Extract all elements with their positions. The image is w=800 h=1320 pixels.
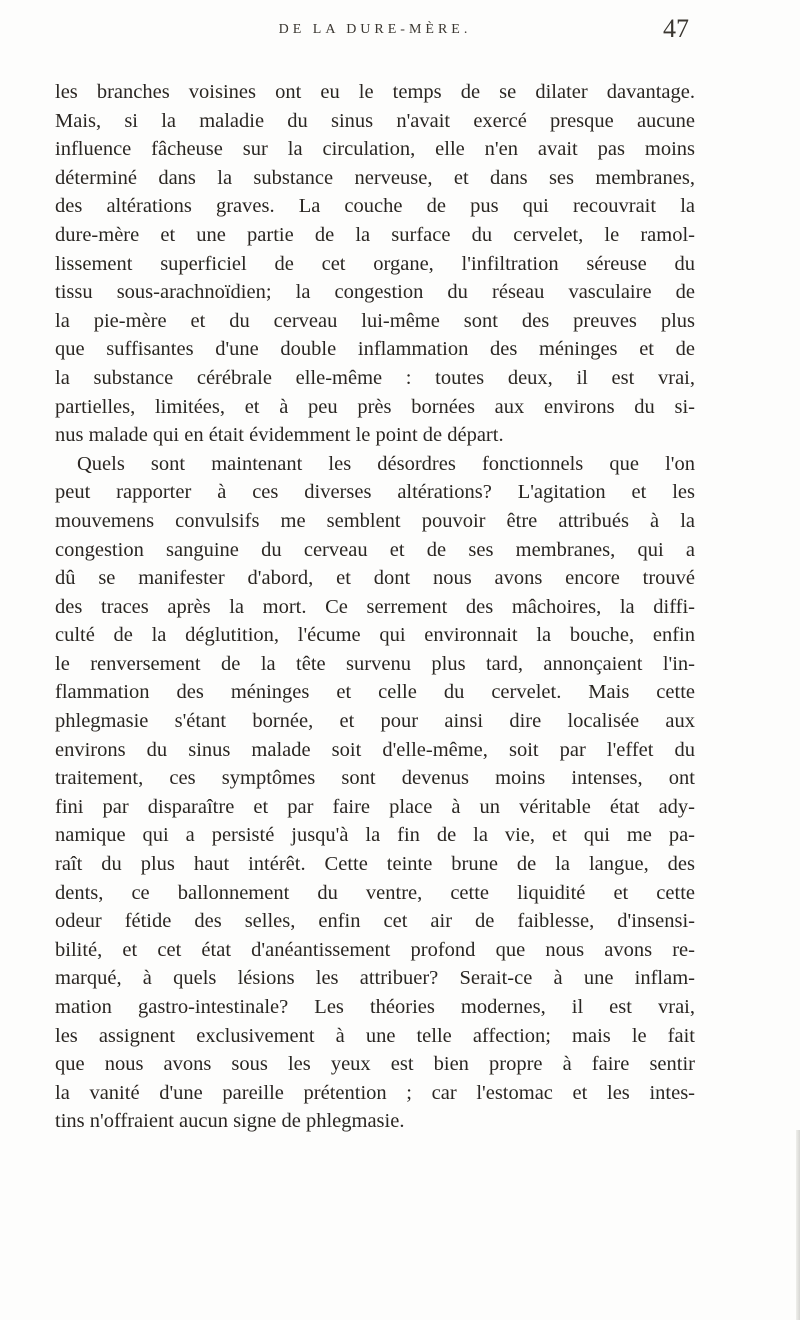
text-line: fini par disparaître et par faire place à un véritable état ady- bbox=[55, 795, 695, 818]
running-head bbox=[55, 14, 695, 48]
text-line: marqué, à quels lésions les attribuer? Serait-ce à une inflam- bbox=[55, 967, 695, 990]
text-line: namique qui a persisté jusqu'à la fin de la vie, et qui me pa- bbox=[55, 824, 695, 847]
text-line: culté de la déglutition, l'écume qui environnait la bouche, enfin bbox=[55, 624, 695, 647]
text-line: déterminé dans la substance nerveuse, et dans ses membranes, bbox=[55, 166, 695, 189]
text-line: que nous avons sous les yeux est bien propre à faire sentir bbox=[55, 1053, 695, 1076]
text-line: dure-mère et une partie de la surface du cervelet, le ramol- bbox=[55, 223, 695, 246]
text-line: congestion sanguine du cerveau et de ses membranes, qui a bbox=[55, 538, 695, 561]
text-line: phlegmasie s'étant bornée, et pour ainsi dire localisée aux bbox=[55, 710, 695, 733]
page-number: 47 bbox=[663, 14, 689, 43]
text-line: mation gastro-intestinale? Les théories modernes, il est vrai, bbox=[55, 996, 695, 1018]
text-line: influence fâcheuse sur la circulation, elle n'en avait pas moins bbox=[55, 138, 695, 161]
text-line: des altérations graves. La couche de pus qui recouvrait la bbox=[55, 195, 695, 218]
text-line: le renversement de la tête survenu plus tard, annonçaient l'in- bbox=[55, 652, 695, 675]
text-line: nus malade qui en était évidemment le point de départ. bbox=[55, 424, 504, 447]
page-edge-shadow bbox=[796, 1130, 800, 1320]
text-line: bilité, et cet état d'anéantissement profond que nous avons re- bbox=[55, 938, 695, 961]
text-line: lissement superficiel de cet organe, l'infiltration séreuse du bbox=[55, 252, 695, 275]
text-line: la substance cérébrale elle-même : toutes deux, il est vrai, bbox=[55, 366, 695, 389]
text-line: les branches voisines ont eu le temps de se dilater davantage. bbox=[55, 81, 695, 103]
text-line: dû se manifester d'abord, et dont nous avons encore trouvé bbox=[55, 567, 695, 590]
text-line: des traces après la mort. Ce serrement des mâchoires, la diffi- bbox=[55, 595, 695, 618]
text-line: raît du plus haut intérêt. Cette teinte brune de la langue, des bbox=[55, 853, 695, 876]
text-line: environs du sinus malade soit d'elle-même, soit par l'effet du bbox=[55, 738, 695, 761]
text-line: la pie-mère et du cerveau lui-même sont des preuves plus bbox=[55, 309, 695, 332]
text-line: flammation des méninges et celle du cervelet. Mais cette bbox=[55, 681, 695, 704]
text-line: la vanité d'une pareille prétention ; car l'estomac et les intes- bbox=[55, 1081, 695, 1104]
text-line: que suffisantes d'une double inflammation des méninges et de bbox=[55, 338, 695, 361]
text-line: mouvemens convulsifs me semblent pouvoir être attribués à la bbox=[55, 509, 695, 532]
text-line: tins n'offraient aucun signe de phlegmasie. bbox=[55, 1110, 405, 1133]
text-line: Quels sont maintenant les désordres fonctionnels que l'on bbox=[77, 452, 695, 475]
text-line: partielles, limitées, et à peu près bornées aux environs du si- bbox=[55, 395, 695, 418]
text-line: odeur fétide des selles, enfin cet air de faiblesse, d'insensi- bbox=[55, 910, 695, 933]
text-line: les assignent exclusivement à une telle affection; mais le fait bbox=[55, 1024, 695, 1047]
text-line: dents, ce ballonnement du ventre, cette liquidité et cette bbox=[55, 881, 695, 904]
body-text bbox=[55, 78, 695, 1136]
text-line: Mais, si la maladie du sinus n'avait exercé presque aucune bbox=[55, 109, 695, 132]
running-title: DE LA DURE-MÈRE. bbox=[278, 22, 472, 37]
text-line: tissu sous-arachnoïdien; la congestion du réseau vasculaire de bbox=[55, 281, 695, 304]
text-line: peut rapporter à ces diverses altérations? L'agitation et les bbox=[55, 481, 695, 504]
text-line: traitement, ces symptômes sont devenus moins intenses, ont bbox=[55, 767, 695, 790]
